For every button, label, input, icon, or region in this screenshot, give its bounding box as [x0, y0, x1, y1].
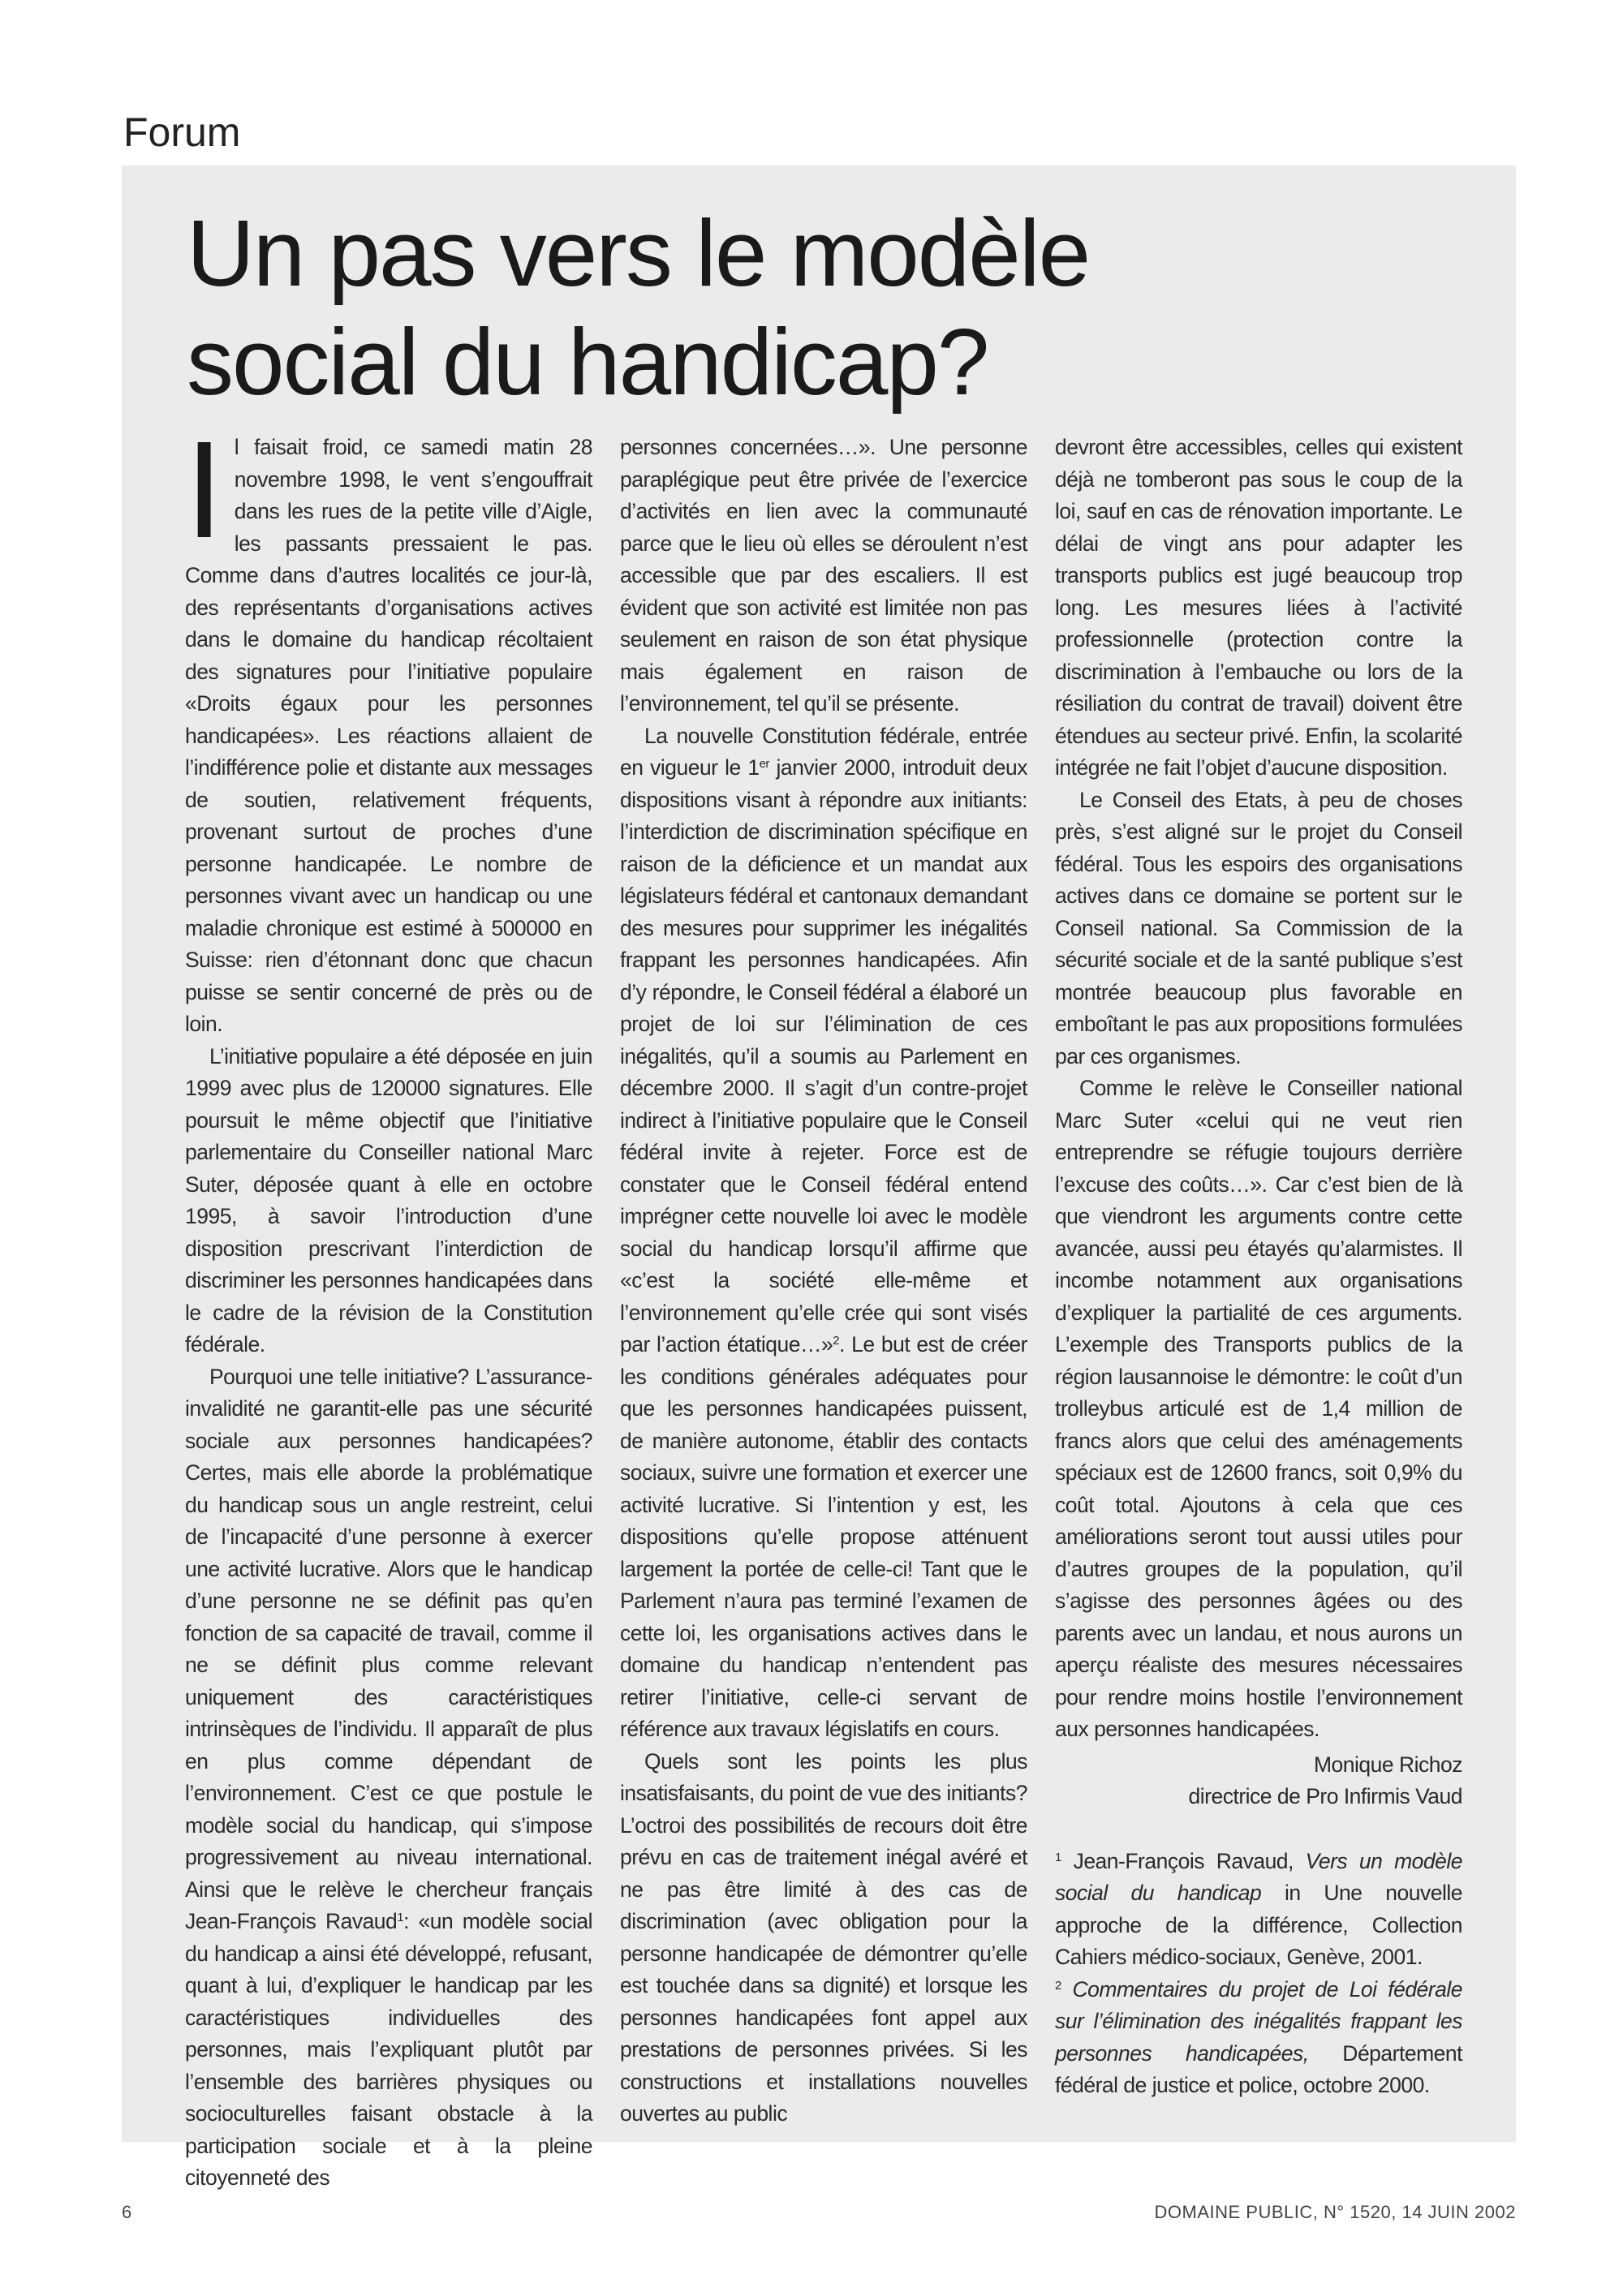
page-number: 6: [122, 2202, 132, 2222]
paragraph-text: janvier 2000, introduit deux dispositions visant à répondre aux initiants: l’interdiction de discrimination spécifique en raison de la déficience et un mandat aux législateurs fédéral et cantonaux demandant des mesures pour supprimer les inégalités frappant les personnes handicapées. Afin d’y répondre, le Conseil fédéral a élaboré un projet de loi sur l’élimination de ces inégalités, qu’il a soumis au Parlement en décembre 2000. Il s’agit d’un contre-projet indirect à l’initiative populaire que le Conseil fédéral invite à rejeter. Force est de constater que le Conseil fédéral entend imprégner cette nouvelle loi avec le modèle social du handicap lorsqu’il affirme que «c’est la société elle-même et l’environnement qu’elle crée qui sont visés par l’action étatique…»: [620, 755, 1027, 1357]
paragraph: [185, 1361, 592, 2195]
footnote-title: Commentaires du projet de Loi fédérale sur l’élimination des inégalités frappant les personnes handicapées,: [1055, 1976, 1462, 2066]
section-label: Forum: [123, 110, 241, 155]
paragraph: personnes concernées…». Une personne paraplégique peut être privée de l’exercice d’activités en lien avec la communauté parce que le lieu où elles se déroulent n’est accessible que par des escaliers. Il est évident que son activité est limitée non pas seulement en raison de son état physique mais également en raison de l’environnement, tel qu’il se présente.: [620, 435, 1027, 716]
paragraph-text: . Le but est de créer les conditions générales adéquates pour que les personnes handicapées puissent, de manière autonome, établir des contacts sociaux, suivre une formation et exercer une activité lucrative. Si l’intention y est, les dispositions qu’elle propose atténuent largement la portée de celle-ci! Tant que le Parlement n’aura pas terminé l’examen de cette loi, les organisations actives dans le domaine du handicap n’entendent pas retirer l’initiative, celle-ci servant de référence aux travaux législatifs en cours.: [620, 1332, 1027, 1741]
drop-cap: I: [185, 413, 223, 567]
footnote-source: Département fédéral de justice et police, octobre 2000.: [1055, 2040, 1462, 2097]
title-line-2: social du handicap?: [187, 309, 988, 415]
signature: [1055, 1749, 1462, 1813]
footnote-number: 2: [1055, 1978, 1061, 1993]
paragraph: Le Conseil des Etats, à peu de choses près, s’est aligné sur le projet du Conseil fédéral. Tous les espoirs des organisations actives dans ce domaine se portent sur le Conseil national. Sa Commission de la sécurité sociale et de la santé publique s’est montrée beaucoup plus favorable en emboîtant le pas aux propositions formulées par ces organismes.: [1055, 787, 1462, 1068]
paragraph: Comme le relève le Conseiller national Marc Suter «celui qui ne veut rien entreprendre se réfugie toujours derrière l’excuse des coûts…». Car c’est bien de là que viendront les arguments contre cette avancée, aussi peu étayés qu’alarmistes. Il incombe notamment aux organisations d’expliquer la partialité de ces arguments. L’exemple des Transports publics de la région lausannoise le démontre: le coût d’un trolleybus articulé est de 1,4 million de francs alors que celui des aménagements spéciaux est de 12600 francs, soit 0,9% du coût total. Ajoutons à cela que ces améliorations seront tout aussi utiles pour d’autres groupes de la population, qu’il s’agisse des personnes âgées ou des parents avec un landau, et nous aurons un aperçu réaliste des mesures nécessaires pour rendre moins hostile l’environnement aux personnes handicapées.: [1055, 1076, 1462, 1741]
paragraph-text: Pourquoi une telle initiative? L’assurance-invalidité ne garantit-elle pas une sécurité sociale aux personnes handicapées? Certes, mais elle aborde la problématique du handicap sous un angle restreint, celui de l’incapacité d’une personne à exercer une activité lucrative. Alors que le handicap d’une personne ne se définit pas qu’en fonction de sa capacité de travail, comme il ne se définit plus comme relevant uniquement des caractéristiques intrinsèques de l’individu. Il apparaît de plus en plus comme dépendant de l’environnement. C’est ce que postule le modèle social du handicap, qui s’impose progressivement au niveau international. Ainsi que le relève le chercheur français Jean-François Ravaud: [185, 1364, 592, 1933]
footnote-1: [1055, 1846, 1462, 1974]
footnotes: [1055, 1846, 1462, 2102]
paragraph-text: : «un modèle social du handicap a ainsi été développé, refusant, quant à lui, d’expliquer le handicap par les caractéristiques individuelles des personnes, mais l’expliquant plutôt par l’ensemble des barrières physiques ou socioculturelles faisant obstacle à la participation sociale et à la pleine citoyenneté des: [185, 1909, 592, 2190]
paragraph-text: La nouvelle Constitution fédérale, entrée en vigueur le 1: [620, 723, 1027, 780]
footnote-number: 1: [1055, 1850, 1061, 1864]
footnote-source: in Une nouvelle approche de la différence, Collection Cahiers médico-sociaux, Genève, 2001.: [1055, 1881, 1462, 1969]
publication-info: DOMAINE PUBLIC, N° 1520, 14 JUIN 2002: [1154, 2202, 1516, 2222]
article-column-2: [620, 432, 1027, 2130]
paragraph: L’initiative populaire a été déposée en juin 1999 avec plus de 120000 signatures. Elle poursuit le même objectif que l’initiative parlementaire du Conseiller national Marc Suter, déposée quant à elle en octobre 1995, à savoir l’introduction d’une disposition prescrivant l’interdiction de discriminer les personnes handicapées dans le cadre de la révision de la Constitution fédérale.: [185, 1043, 592, 1357]
footnote-ref-2: 2: [833, 1334, 840, 1348]
article-column-3: [1055, 432, 1462, 2102]
article-title: [187, 199, 1404, 416]
paragraph: [620, 720, 1027, 1746]
paragraph: Quels sont les points les plus insatisfaisants, du point de vue des initiants? L’octroi des possibilités de recours doit être prévu en cas de traitement inégal avéré et ne pas être limité à des cas de discrimination (avec obligation pour la personne handicapée de démontrer qu’elle est touchée dans sa dignité) et lorsque les personnes handicapées font appel aux prestations de personnes privées. Si les constructions et installations nouvelles ouvertes au public: [620, 1748, 1027, 2126]
footnote-2: [1055, 1974, 1462, 2102]
article-column-1: [185, 413, 592, 2195]
footnote-author: Jean-François Ravaud,: [1061, 1848, 1306, 1873]
paragraph-text: l faisait froid, ce samedi matin 28 novembre 1998, le vent s’engouffrait dans les rues de la petite ville d’Aigle, les passants pressaient le pas. Comme dans d’autres localités ce jour-là, des représentants d’organisations actives dans le domaine du handicap récoltaient des signatures pour l’initiative populaire «Droits égaux pour les personnes handicapées». Les réactions allaient de l’indifférence polie et distante aux messages de soutien, relativement fréquents, provenant surtout de proches d’une personne handicapée. Le nombre de personnes vivant avec un handicap ou une maladie chronique est estimé à 500000 en Suisse: rien d’étonnant donc que chacun puisse se sentir concerné de près ou de loin.: [185, 435, 592, 1036]
paragraph: [185, 413, 592, 1041]
author-name: Monique Richoz: [1313, 1752, 1462, 1777]
footnote-title: Vers un modèle social du handicap: [1055, 1848, 1462, 1905]
ordinal-superscript: er: [759, 757, 769, 771]
title-line-1: Un pas vers le modèle: [187, 200, 1090, 306]
footnote-ref-1: 1: [397, 1911, 404, 1924]
paragraph: devront être accessibles, celles qui existent déjà ne tomberont pas sous le coup de la loi, sauf en cas de rénovation importante. Le délai de vingt ans pour adapter les transports publics est jugé beaucoup trop long. Les mesures liées à l’activité professionnelle (protection contre la discrimination à l’embauche ou lors de la résiliation du contrat de travail) doivent être étendues au secteur privé. Enfin, la scolarité intégrée ne fait l’objet d’aucune disposition.: [1055, 435, 1462, 780]
author-role: directrice de Pro Infirmis Vaud: [1188, 1784, 1462, 1808]
